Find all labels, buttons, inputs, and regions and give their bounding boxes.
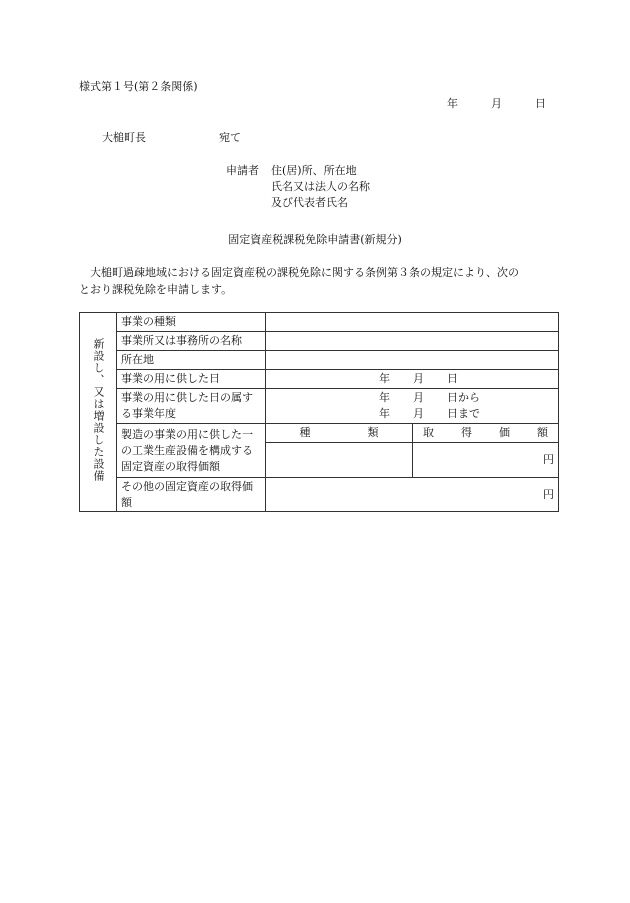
service-day: 日	[447, 372, 458, 385]
applicant-label: 申請者	[226, 164, 259, 177]
other-yen-unit: 円	[543, 487, 554, 501]
body-line-1: 大槌町過疎地域における固定資産税の課税免除に関する条例第３条の規定により、次の	[79, 266, 519, 279]
price-header-char-1: 取	[423, 426, 434, 439]
mfg-asset-type-value[interactable]	[266, 443, 413, 478]
other-asset-label-line-2: 額	[121, 495, 132, 509]
service-month: 月	[413, 372, 424, 385]
service-year: 年	[379, 372, 390, 385]
fiscal-from-month: 月	[413, 391, 424, 404]
price-header-char-3: 価	[499, 426, 510, 439]
business-type-label: 事業の種類	[117, 313, 266, 332]
date-line	[447, 98, 546, 109]
applicant-name: 氏名又は法人の名称	[271, 180, 370, 193]
service-date-value[interactable]	[266, 370, 559, 389]
applicant-address: 住(居)所、所在地	[271, 164, 357, 177]
business-type-value[interactable]	[266, 313, 559, 332]
type-header-char-1: 種	[299, 426, 311, 439]
addressee-name: 大槌町長	[102, 131, 146, 144]
price-column-header	[413, 424, 559, 443]
addressee-line	[102, 131, 241, 144]
location-value[interactable]	[266, 351, 559, 370]
fiscal-from-year: 年	[379, 391, 390, 404]
mfg-asset-label-line-3: 固定資産の取得価額	[121, 459, 220, 473]
other-asset-label	[117, 478, 266, 512]
addressee-suffix: 宛て	[219, 131, 241, 144]
location-label: 所在地	[117, 351, 266, 370]
fiscal-to-year: 年	[379, 407, 390, 420]
fiscal-year-value[interactable]	[266, 389, 559, 424]
fiscal-to-month: 月	[413, 407, 424, 420]
date-month: 月	[491, 97, 502, 110]
mfg-asset-price-value[interactable]	[413, 443, 559, 478]
price-header-char-4: 額	[537, 426, 548, 439]
body-line-2: とおり課税免除を申請します。	[79, 283, 233, 296]
mfg-asset-label-line-2: の工業生産設備を構成する	[121, 443, 253, 457]
mfg-asset-label-line-1: 製造の事業の用に供した一	[121, 427, 253, 441]
office-name-value[interactable]	[266, 332, 559, 351]
form-number: 様式第１号(第２条関係)	[79, 80, 198, 93]
fiscal-to-day: 日まで	[447, 407, 480, 420]
other-asset-price-value[interactable]	[266, 478, 559, 512]
price-header-char-2: 得	[461, 426, 472, 439]
date-year: 年	[447, 97, 458, 110]
type-header-char-2: 類	[367, 426, 379, 439]
mfg-asset-label	[117, 424, 266, 478]
fiscal-year-label-line-1: 事業の用に供した日の属す	[121, 391, 253, 404]
mfg-yen-unit: 円	[543, 453, 554, 466]
application-table	[79, 312, 559, 512]
other-asset-label-line-1: その他の固定資産の取得価	[121, 479, 253, 493]
group-label-cell	[80, 313, 117, 512]
fiscal-year-label	[117, 389, 266, 424]
date-day: 日	[535, 97, 546, 110]
service-date-label: 事業の用に供した日	[117, 370, 266, 389]
document-title: 固定資産税課税免除申請書(新規分)	[228, 233, 402, 246]
office-name-label: 事業所又は事務所の名称	[117, 332, 266, 351]
type-column-header	[266, 424, 413, 443]
body-text	[79, 264, 557, 298]
group-label: 新設し、又は増設した設備	[92, 337, 105, 482]
fiscal-year-label-line-2: る事業年度	[121, 407, 176, 420]
fiscal-from-day: 日から	[447, 391, 480, 404]
applicant-representative: 及び代表者氏名	[271, 196, 348, 209]
